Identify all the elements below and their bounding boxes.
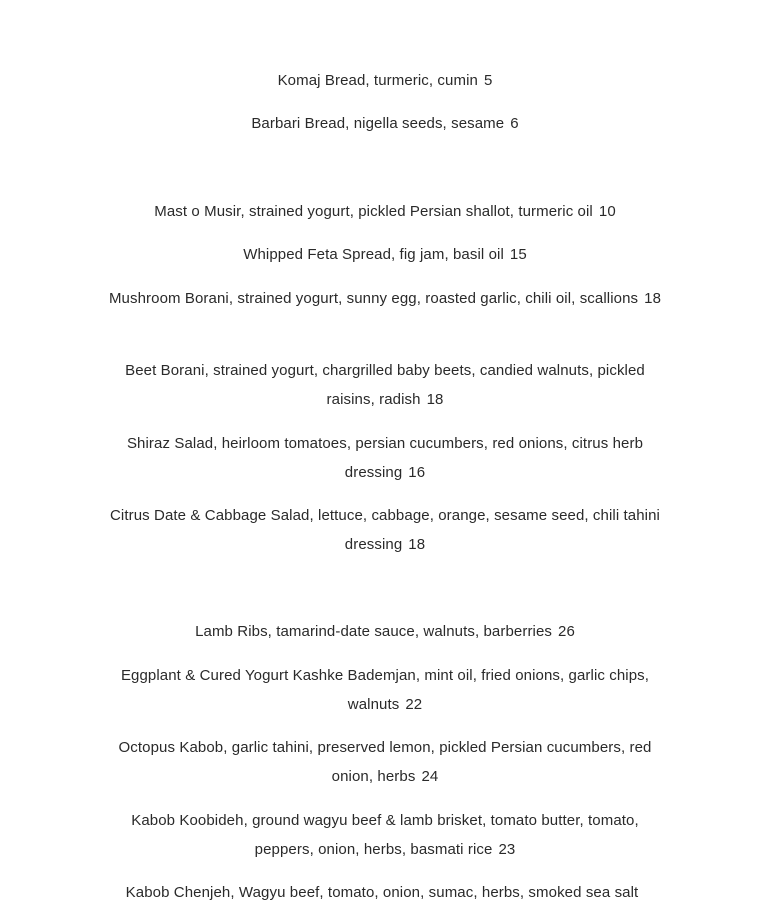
item-price: 18 xyxy=(644,290,662,307)
menu-item-lamb-ribs xyxy=(108,617,662,646)
menu-item-citrus-date-salad xyxy=(108,501,662,559)
menu-item-kabob-koobideh xyxy=(108,806,662,864)
item-price: 23 xyxy=(498,841,516,858)
item-price: 6 xyxy=(510,115,519,132)
item-name: Kabob Koobideh, ground wagyu beef & lamb brisket, tomato butter, tomato, peppers, onion, herbs, basmati rice xyxy=(131,812,639,858)
item-name: Mushroom Borani, strained yogurt, sunny egg, roasted garlic, chili oil, scallions xyxy=(108,290,639,307)
item-name: Komaj Bread, turmeric, cumin xyxy=(277,72,478,89)
item-price: 15 xyxy=(509,246,527,263)
item-price: 18 xyxy=(408,536,426,553)
item-name: Barbari Bread, nigella seeds, sesame xyxy=(251,115,505,132)
item-price: 10 xyxy=(598,203,616,220)
menu-item-mushroom-borani xyxy=(108,284,662,313)
item-price: 22 xyxy=(405,696,423,713)
menu-item-komaj-bread xyxy=(108,66,662,95)
menu-item-barbari-bread xyxy=(108,109,662,138)
item-price: 24 xyxy=(421,768,439,785)
item-price: 5 xyxy=(483,72,493,89)
menu-item-beet-borani xyxy=(108,356,662,414)
item-name: Kabob Chenjeh, Wagyu beef, tomato, onion, sumac, herbs, smoked sea salt xyxy=(125,884,639,901)
item-price: 18 xyxy=(426,391,444,408)
item-name: Eggplant & Cured Yogurt Kashke Bademjan, mint oil, fried onions, garlic chips, walnuts xyxy=(120,667,650,713)
item-price: 16 xyxy=(408,464,426,481)
item-name: Lamb Ribs, tamarind-date sauce, walnuts, barberries xyxy=(195,623,553,640)
item-name: Citrus Date & Cabbage Salad, lettuce, cabbage, orange, sesame seed, chili tahini dressing xyxy=(110,507,660,553)
menu-item-kabob-chenjeh xyxy=(108,878,662,907)
item-name: Beet Borani, strained yogurt, chargrilled baby beets, candied walnuts, pickled raisins, radish xyxy=(125,362,645,408)
menu-item-kashke-bademjan xyxy=(108,661,662,719)
item-name: Shiraz Salad, heirloom tomatoes, persian cucumbers, red onions, citrus herb dressing xyxy=(126,435,644,481)
menu-item-whipped-feta xyxy=(108,240,662,269)
menu-item-mast-o-musir xyxy=(108,197,662,226)
item-price: 26 xyxy=(558,623,575,640)
menu-item-shiraz-salad xyxy=(108,429,662,487)
item-name: Whipped Feta Spread, fig jam, basil oil xyxy=(243,246,504,263)
item-name: Octopus Kabob, garlic tahini, preserved lemon, pickled Persian cucumbers, red onion, herbs xyxy=(118,739,652,785)
item-name: Mast o Musir, strained yogurt, pickled Persian shallot, turmeric oil xyxy=(154,203,593,220)
menu-item-octopus-kabob xyxy=(108,733,662,791)
